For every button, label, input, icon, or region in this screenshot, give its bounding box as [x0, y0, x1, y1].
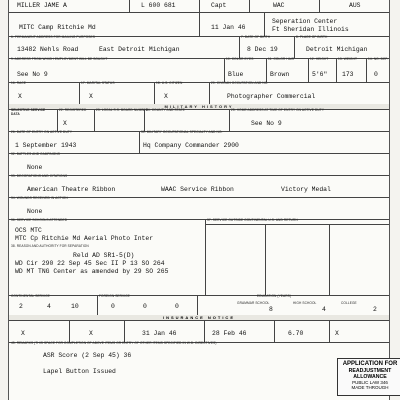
ins-amount-cell [274, 320, 330, 342]
mos-label: 30. MILITARY OCCUPATIONAL SPECIALTY AND NO. [141, 130, 223, 134]
foreign-cell [97, 295, 198, 315]
mos-value: Hq Company Commander 2900 [143, 142, 239, 149]
permanent-address-label: 6. PERMANENT ADDRESS FOR MAILING PURPOSES [11, 35, 95, 39]
continental-label: CONTINENTAL SERVICE [11, 294, 50, 298]
date-entry-label: 26. DATE OF ENTRY ON ACTIVE DUTY [11, 130, 73, 134]
arm-value: WAC [273, 2, 285, 9]
occupation-cell [209, 82, 389, 104]
remarks-2-value: Lapel Button Issued [43, 368, 116, 375]
ins-next-cell [204, 320, 275, 342]
hair-cell [266, 58, 309, 82]
remarks-label: 45. REMARKS (THIS SPACE FOR COMPLETION OF ABOVE ITEMS OR ENTRY OF OTHER ITEMS SPECIFIED IN W.D. DIRECTIVES) [11, 341, 217, 345]
service-outside-divider-1 [265, 225, 266, 295]
height-cell [308, 58, 337, 82]
employment-address-label: 9. ADDRESS FROM WHICH EMPLOYMENT WILL BE SOUGHT [11, 57, 108, 61]
battles-value: None [27, 164, 43, 171]
eyes-cell [224, 58, 267, 82]
row-remarks [9, 342, 389, 400]
county-label: 24. COUNTY AND STATE [146, 108, 185, 112]
date-entry-value: 1 September 1943 [15, 142, 77, 149]
military-history-bar: MILITARY HISTORY [9, 104, 389, 110]
education-cell [197, 295, 389, 315]
serial-value: L 600 681 [141, 2, 176, 9]
reason-2-value: WD Cir 290 22 Sep 45 Sec II P 13 SO 264 [15, 260, 165, 267]
battles-label: 32. BATTLES AND CAMPAIGNS [11, 152, 60, 156]
ins-next-value: 28 Feb 46 [212, 330, 247, 337]
dob-cell [239, 36, 295, 58]
marital-mark: X [89, 93, 93, 100]
decorations-label: 33. DECORATIONS AND CITATIONS [11, 174, 68, 178]
ins-kind-cell [9, 320, 70, 342]
race-label: 16. RACE [11, 81, 26, 85]
reason-1-value: Reld AD SR1-5(D) [73, 252, 135, 259]
employment-address-value: See No 9 [17, 71, 48, 78]
row-entry [9, 131, 389, 154]
registered-mark: X [63, 120, 67, 127]
weight-label: 13. WEIGHT [338, 57, 358, 61]
separation-date-value: 11 Jan 46 [211, 24, 246, 31]
ins-date-value: 31 Jan 46 [142, 330, 177, 337]
name-cell [9, 0, 130, 12]
service-outside-cell [205, 219, 389, 295]
organization-value: MITC Camp Ritchie Md [19, 24, 96, 31]
separation-date-cell [199, 12, 265, 36]
dependents-cell [366, 58, 389, 82]
row-physical [9, 58, 389, 83]
dependents-value: 0 [374, 71, 378, 78]
service-outside-label: 37. SERVICE OUTSIDE CONTINENTAL U.S. AND RETURN [207, 218, 298, 222]
service-outside-divider-2 [329, 225, 330, 295]
arm-cell [249, 0, 320, 12]
selective-service-cell [9, 109, 58, 131]
separation-place-value: Seperation Center [272, 18, 338, 25]
eyes-label: 10. COLOR EYES [226, 57, 254, 61]
registered-label: 22. REGISTERED [59, 108, 87, 112]
foreign-days: 0 [175, 303, 179, 310]
row-wounds [9, 197, 389, 220]
continental-months: 4 [47, 303, 51, 310]
row-separation [9, 12, 389, 37]
employment-address-cell [9, 58, 225, 82]
grade-value: Capt [211, 2, 227, 9]
eyes-value: Blue [228, 71, 244, 78]
ins-allot-cell [69, 320, 125, 342]
readjustment-stamp [337, 358, 400, 396]
permanent-address-value: 13482 Nehls Road [17, 46, 79, 53]
hair-value: Brown [270, 71, 290, 78]
marital-label: 17. MARITAL STATUS [81, 81, 115, 85]
weight-value: 173 [342, 71, 354, 78]
ins-date-cell [124, 320, 205, 342]
county-cell [144, 109, 230, 131]
home-entry-cell [229, 109, 389, 131]
dependents-label: 14. NO. DEP. [368, 57, 389, 61]
date-entry-cell [9, 131, 140, 153]
ins-continue-mark: X [335, 330, 339, 337]
citizen-cell [154, 82, 210, 104]
schools-label: 36. SERVICE SCHOOLS ATTENDED [11, 218, 68, 222]
ins-allot-mark: X [89, 330, 93, 337]
schools-cell [9, 219, 206, 295]
hair-label: 11. COLOR HAIR [268, 57, 295, 61]
wounds-label: 34. WOUNDS RECEIVED IN ACTION [11, 196, 68, 200]
service-outside-grid [205, 224, 389, 295]
insurance-bar: INSURANCE NOTICE [9, 315, 389, 321]
reason-3-value: WD MT TNG Center as amended by 29 SO 265 [15, 268, 169, 275]
continental-cell [9, 295, 98, 315]
name-value: MILLER JAME A [17, 2, 67, 9]
marital-cell [79, 82, 155, 104]
registered-cell [57, 109, 95, 131]
row-length-service [9, 295, 389, 316]
dob-value: 8 Dec 19 [247, 46, 278, 53]
height-label: 12. HEIGHT [310, 57, 329, 61]
continental-years: 2 [19, 303, 23, 310]
pob-value: Detroit Michigan [306, 46, 368, 53]
college-label: COLLEGE [341, 301, 357, 305]
selective-service-label: SELECTIVE SERVICE DATA [11, 108, 46, 116]
high-label: HIGH SCHOOL [293, 301, 317, 305]
separation-place-cell [264, 12, 389, 36]
ins-amount-value: 6.70 [288, 330, 304, 337]
remarks-1-value: ASR Score (2 Sep 45) 36 [43, 352, 132, 359]
height-value: 5'6" [312, 71, 328, 78]
local-board-label: 23. LOCAL S.S. BOARD NUMBER [96, 108, 149, 112]
mos-cell [139, 131, 389, 153]
separation-place-value-2: Ft Sheridan Illinois [272, 26, 349, 33]
pob-cell [294, 36, 389, 58]
college-value: 2 [373, 306, 377, 313]
component-cell [319, 0, 389, 12]
row-battles [9, 153, 389, 176]
row-selective-service [9, 109, 389, 132]
row-address [9, 36, 389, 59]
high-value: 4 [322, 306, 326, 313]
ins-kind-mark: X [21, 330, 25, 337]
dob-label: 7. DATE OF BIRTH [241, 35, 271, 39]
race-cell [9, 82, 80, 104]
stamp-line-1: APPLICATION FOR [342, 361, 398, 367]
pob-label: 8. PLACE OF BIRTH [296, 35, 328, 39]
citizen-mark: X [164, 93, 168, 100]
ins-continue-cell [329, 320, 389, 342]
occupation-label: 20. CIVILIAN OCCUPATION AND NO. [211, 81, 269, 85]
education-label: EDUCATION (YEARS) [257, 294, 292, 298]
school-2-value: MTC Cp Ritchie Md Aerial Photo Inter [15, 235, 154, 242]
grammar-value: 8 [269, 306, 273, 313]
permanent-city-value: East Detroit Michigan [99, 46, 180, 53]
row-personal [9, 82, 389, 105]
decorations-value-3: Victory Medal [281, 186, 331, 193]
foreign-months: 0 [143, 303, 147, 310]
separation-document [8, 0, 398, 400]
race-mark: X [18, 93, 22, 100]
occupation-value: Photographer Commercial [227, 93, 316, 100]
local-board-cell [94, 108, 149, 131]
foreign-label: FOREIGN SERVICE [99, 294, 130, 298]
permanent-address-cell [9, 36, 240, 58]
school-1-value: OCS MTC [15, 227, 42, 234]
citizen-label: 18. U.S. CITIZEN [156, 81, 183, 85]
row-schools [9, 219, 389, 296]
stamp-line-2: READJUSTMENT ALLOWANCE [348, 367, 392, 380]
continental-days: 10 [71, 303, 79, 310]
serial-cell [129, 0, 200, 12]
organization-cell [9, 12, 200, 36]
wounds-value: None [27, 208, 43, 215]
reason-label: 38. REASON AND AUTHORITY FOR SEPARATION [11, 244, 89, 248]
stamp-line-4: MADE THROUGH [351, 384, 389, 390]
row-insurance [9, 320, 389, 343]
home-entry-value: See No 9 [251, 120, 282, 127]
home-entry-label: 25. HOME ADDRESS AT TIME OF ENTRY ON ACTIVE DUTY [231, 108, 325, 112]
stamp-line-3: PUBLIC LAW 346 [352, 379, 388, 385]
weight-cell [336, 58, 367, 82]
row-decorations [9, 175, 389, 198]
foreign-years: 0 [111, 303, 115, 310]
component-value: AUS [349, 2, 361, 9]
grade-cell [199, 0, 250, 12]
decorations-value-2: WAAC Service Ribbon [161, 186, 234, 193]
grammar-label: GRAMMAR SCHOOL [237, 301, 270, 305]
decorations-value-1: American Theatre Ribbon [27, 186, 116, 193]
